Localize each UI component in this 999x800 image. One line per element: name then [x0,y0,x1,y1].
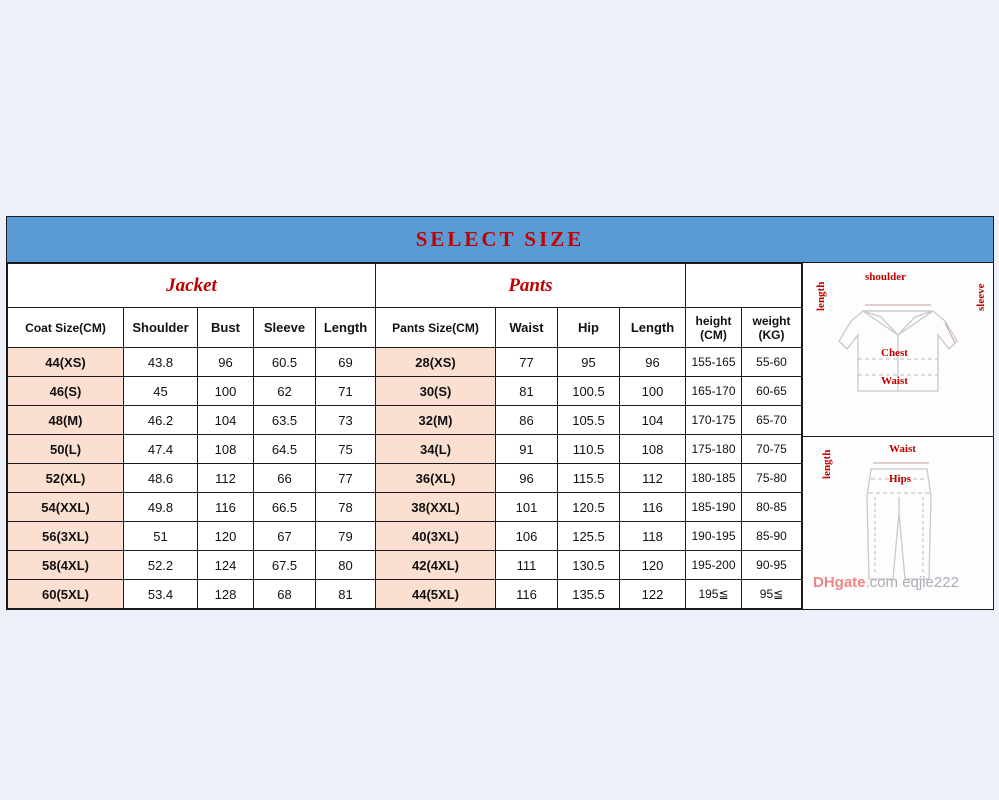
table-row [8,348,802,377]
cell-coat-size: 60(5XL) [8,580,124,609]
th-weight-line2: (KG) [758,327,785,342]
cell-hip: 135.5 [558,580,620,609]
cell-hip: 100.5 [558,377,620,406]
cell-jacket-length: 79 [316,522,376,551]
table-row [8,435,802,464]
page-title: SELECT SIZE [415,227,585,251]
cell-shoulder: 53.4 [124,580,198,609]
cell-sleeve: 66 [254,464,316,493]
cell-sleeve: 62 [254,377,316,406]
th-pants-length: Length [620,308,686,348]
cell-coat-size: 50(L) [8,435,124,464]
label-shoulder: shoulder [865,271,906,283]
cell-height: 170-175 [686,406,742,435]
cell-shoulder: 48.6 [124,464,198,493]
th-hip: Hip [558,308,620,348]
cell-sleeve: 68 [254,580,316,609]
cell-shoulder: 49.8 [124,493,198,522]
table-row [8,493,802,522]
th-weight-line1: weight [752,313,791,328]
cell-height: 185-190 [686,493,742,522]
th-jacket-length: Length [316,308,376,348]
cell-jacket-length: 80 [316,551,376,580]
cell-waist: 77 [496,348,558,377]
cell-pants-length: 104 [620,406,686,435]
cell-bust: 108 [198,435,254,464]
cell-height: 155-165 [686,348,742,377]
cell-sleeve: 60.5 [254,348,316,377]
cell-pants-length: 96 [620,348,686,377]
label-pants-length: length [821,449,833,479]
cell-pants-size: 36(XL) [376,464,496,493]
cell-bust: 128 [198,580,254,609]
table-row [8,551,802,580]
th-height-line1: height [695,313,732,328]
cell-pants-size: 42(4XL) [376,551,496,580]
cell-pants-length: 112 [620,464,686,493]
cell-pants-length: 100 [620,377,686,406]
th-shoulder: Shoulder [124,308,198,348]
cell-sleeve: 66.5 [254,493,316,522]
table-row [8,377,802,406]
cell-pants-size: 40(3XL) [376,522,496,551]
cell-weight: 90-95 [742,551,802,580]
cell-shoulder: 47.4 [124,435,198,464]
cell-weight: 60-65 [742,377,802,406]
cell-jacket-length: 78 [316,493,376,522]
cell-waist: 116 [496,580,558,609]
cell-jacket-length: 77 [316,464,376,493]
size-chart [6,216,994,610]
table-row [8,464,802,493]
cell-bust: 120 [198,522,254,551]
tables-column [7,263,802,609]
cell-weight: 55-60 [742,348,802,377]
cell-pants-length: 108 [620,435,686,464]
table-row [8,406,802,435]
cell-coat-size: 58(4XL) [8,551,124,580]
cell-coat-size: 56(3XL) [8,522,124,551]
cell-bust: 116 [198,493,254,522]
cell-pants-length: 122 [620,580,686,609]
cell-waist: 91 [496,435,558,464]
cell-pants-length: 116 [620,493,686,522]
watermark [813,574,959,591]
table-row [8,580,802,609]
cell-hip: 125.5 [558,522,620,551]
watermark-text: .com eqjie222 [865,574,959,591]
cell-shoulder: 51 [124,522,198,551]
cell-jacket-length: 75 [316,435,376,464]
pants-diagram [803,437,993,597]
th-sleeve: Sleeve [254,308,316,348]
cell-weight: 80-85 [742,493,802,522]
label-pants-waist: Waist [889,443,916,455]
label-chest: Chest [881,347,908,359]
cell-coat-size: 48(M) [8,406,124,435]
label-waist: Waist [881,375,908,387]
column-header-row [8,308,802,348]
cell-weight: 70-75 [742,435,802,464]
cell-jacket-length: 81 [316,580,376,609]
cell-waist: 86 [496,406,558,435]
cell-waist: 96 [496,464,558,493]
group-header-jacket: Jacket [8,264,376,308]
cell-shoulder: 43.8 [124,348,198,377]
cell-weight: 75-80 [742,464,802,493]
cell-height: 175-180 [686,435,742,464]
cell-pants-size: 30(S) [376,377,496,406]
cell-height: 195≦ [686,580,742,609]
cell-jacket-length: 71 [316,377,376,406]
cell-bust: 100 [198,377,254,406]
cell-sleeve: 63.5 [254,406,316,435]
group-header-body [686,264,802,308]
cell-bust: 124 [198,551,254,580]
cell-hip: 105.5 [558,406,620,435]
cell-weight: 95≦ [742,580,802,609]
diagram-column [802,263,993,609]
cell-weight: 85-90 [742,522,802,551]
group-header-pants: Pants [376,264,686,308]
cell-sleeve: 67.5 [254,551,316,580]
th-height-line2: (CM) [700,327,727,342]
cell-shoulder: 52.2 [124,551,198,580]
cell-height: 180-185 [686,464,742,493]
size-table [7,263,802,609]
th-bust: Bust [198,308,254,348]
cell-bust: 104 [198,406,254,435]
cell-waist: 101 [496,493,558,522]
cell-pants-size: 32(M) [376,406,496,435]
cell-bust: 112 [198,464,254,493]
label-length: length [815,281,827,311]
th-waist: Waist [496,308,558,348]
cell-height: 195-200 [686,551,742,580]
cell-sleeve: 64.5 [254,435,316,464]
cell-weight: 65-70 [742,406,802,435]
th-pants-size: Pants Size(CM) [376,308,496,348]
th-height [686,308,742,348]
cell-pants-length: 120 [620,551,686,580]
cell-hip: 120.5 [558,493,620,522]
cell-jacket-length: 69 [316,348,376,377]
cell-waist: 111 [496,551,558,580]
cell-pants-size: 28(XS) [376,348,496,377]
chart-title-bar [7,217,993,263]
jacket-diagram [803,263,993,437]
cell-waist: 81 [496,377,558,406]
cell-hip: 95 [558,348,620,377]
cell-hip: 130.5 [558,551,620,580]
label-pants-hips: Hips [889,473,912,485]
cell-pants-size: 44(5XL) [376,580,496,609]
watermark-brand: DHgate [813,574,866,591]
cell-bust: 96 [198,348,254,377]
cell-shoulder: 45 [124,377,198,406]
cell-jacket-length: 73 [316,406,376,435]
cell-waist: 106 [496,522,558,551]
cell-coat-size: 52(XL) [8,464,124,493]
group-header-row [8,264,802,308]
cell-coat-size: 44(XS) [8,348,124,377]
cell-pants-size: 38(XXL) [376,493,496,522]
th-weight [742,308,802,348]
cell-sleeve: 67 [254,522,316,551]
cell-coat-size: 46(S) [8,377,124,406]
label-sleeve: sleeve [975,283,987,311]
cell-shoulder: 46.2 [124,406,198,435]
cell-pants-length: 118 [620,522,686,551]
th-coat-size: Coat Size(CM) [8,308,124,348]
cell-hip: 115.5 [558,464,620,493]
cell-height: 190-195 [686,522,742,551]
cell-hip: 110.5 [558,435,620,464]
chart-body [7,263,993,609]
table-row [8,522,802,551]
cell-pants-size: 34(L) [376,435,496,464]
cell-coat-size: 54(XXL) [8,493,124,522]
cell-height: 165-170 [686,377,742,406]
